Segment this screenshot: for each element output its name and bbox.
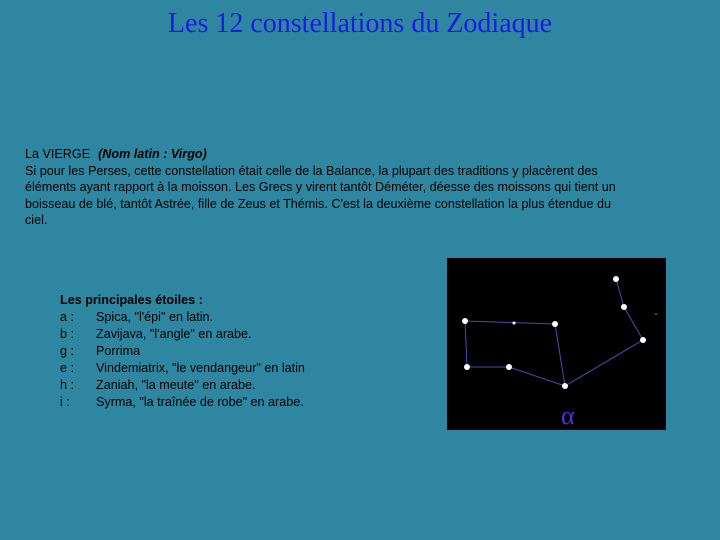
constellation-name: La VIERGE (25, 147, 91, 161)
constellation-line (465, 321, 467, 367)
star-name: Spica, "l'épi" en latin. (96, 310, 214, 324)
star-key: i : (60, 395, 70, 409)
star-dot (640, 337, 646, 343)
star-list-heading: Les principales étoiles : (60, 293, 203, 307)
star-dot (562, 383, 568, 389)
star-name: Zavijava, "l'angle" en arabe. (96, 327, 252, 341)
intro-line: boisseau de blé, tantôt Astrée, fille de Zeus et Thémis. C'est la deuxième constellation la plus étendue du (25, 196, 612, 211)
intro-line: Si pour les Perses, cette constellation était celle de la Balance, la plupart des traditions y placèrent des (25, 163, 598, 178)
star-key: a : (60, 310, 75, 324)
latin-name: (Nom latin : Virgo) (98, 147, 207, 161)
star-list (60, 292, 420, 411)
star-name: Vindemiatrix, "le vendangeur" en latin (96, 361, 305, 375)
star-key: b : (60, 327, 75, 341)
constellation-line (465, 321, 555, 324)
constellation-lines (465, 279, 643, 386)
list-item (60, 377, 420, 394)
constellation-stars (462, 276, 657, 389)
constellation-line (565, 340, 643, 386)
alpha-label: α (561, 401, 575, 430)
star-name: Zaniah, "la meute" en arabe. (96, 378, 256, 392)
star-dot (552, 321, 558, 327)
star-name: Syrma, "la traînée de robe" en arabe. (96, 395, 304, 409)
constellation-line (616, 279, 624, 307)
intro-first-line (25, 146, 693, 163)
star-dot (513, 322, 516, 325)
star-dot (464, 364, 470, 370)
star-dot (655, 313, 657, 315)
virgo-constellation-diagram (447, 258, 666, 430)
star-dot (613, 276, 619, 282)
list-item (60, 326, 420, 343)
intro-line: ciel. (25, 213, 48, 227)
constellation-line (509, 367, 565, 386)
list-item (60, 343, 420, 360)
star-dot (462, 318, 468, 324)
star-key: e : (60, 361, 75, 375)
list-item (60, 360, 420, 377)
star-dot (621, 304, 627, 310)
constellation-image (447, 258, 666, 430)
list-item (60, 394, 420, 411)
star-key: h : (60, 378, 75, 392)
intro-line: éléments ayant rapport à la moisson. Les Grecs y virent tantôt Déméter, déesse des moissons qui tient un (25, 180, 616, 194)
intro-paragraph (25, 146, 693, 229)
star-dot (506, 364, 512, 370)
star-key: g : (60, 344, 75, 358)
star-name: Porrima (96, 344, 141, 358)
list-item (60, 309, 420, 326)
constellation-line (624, 307, 643, 340)
constellation-line (555, 324, 565, 386)
page-title: Les 12 constellations du Zodiaque (167, 8, 553, 39)
